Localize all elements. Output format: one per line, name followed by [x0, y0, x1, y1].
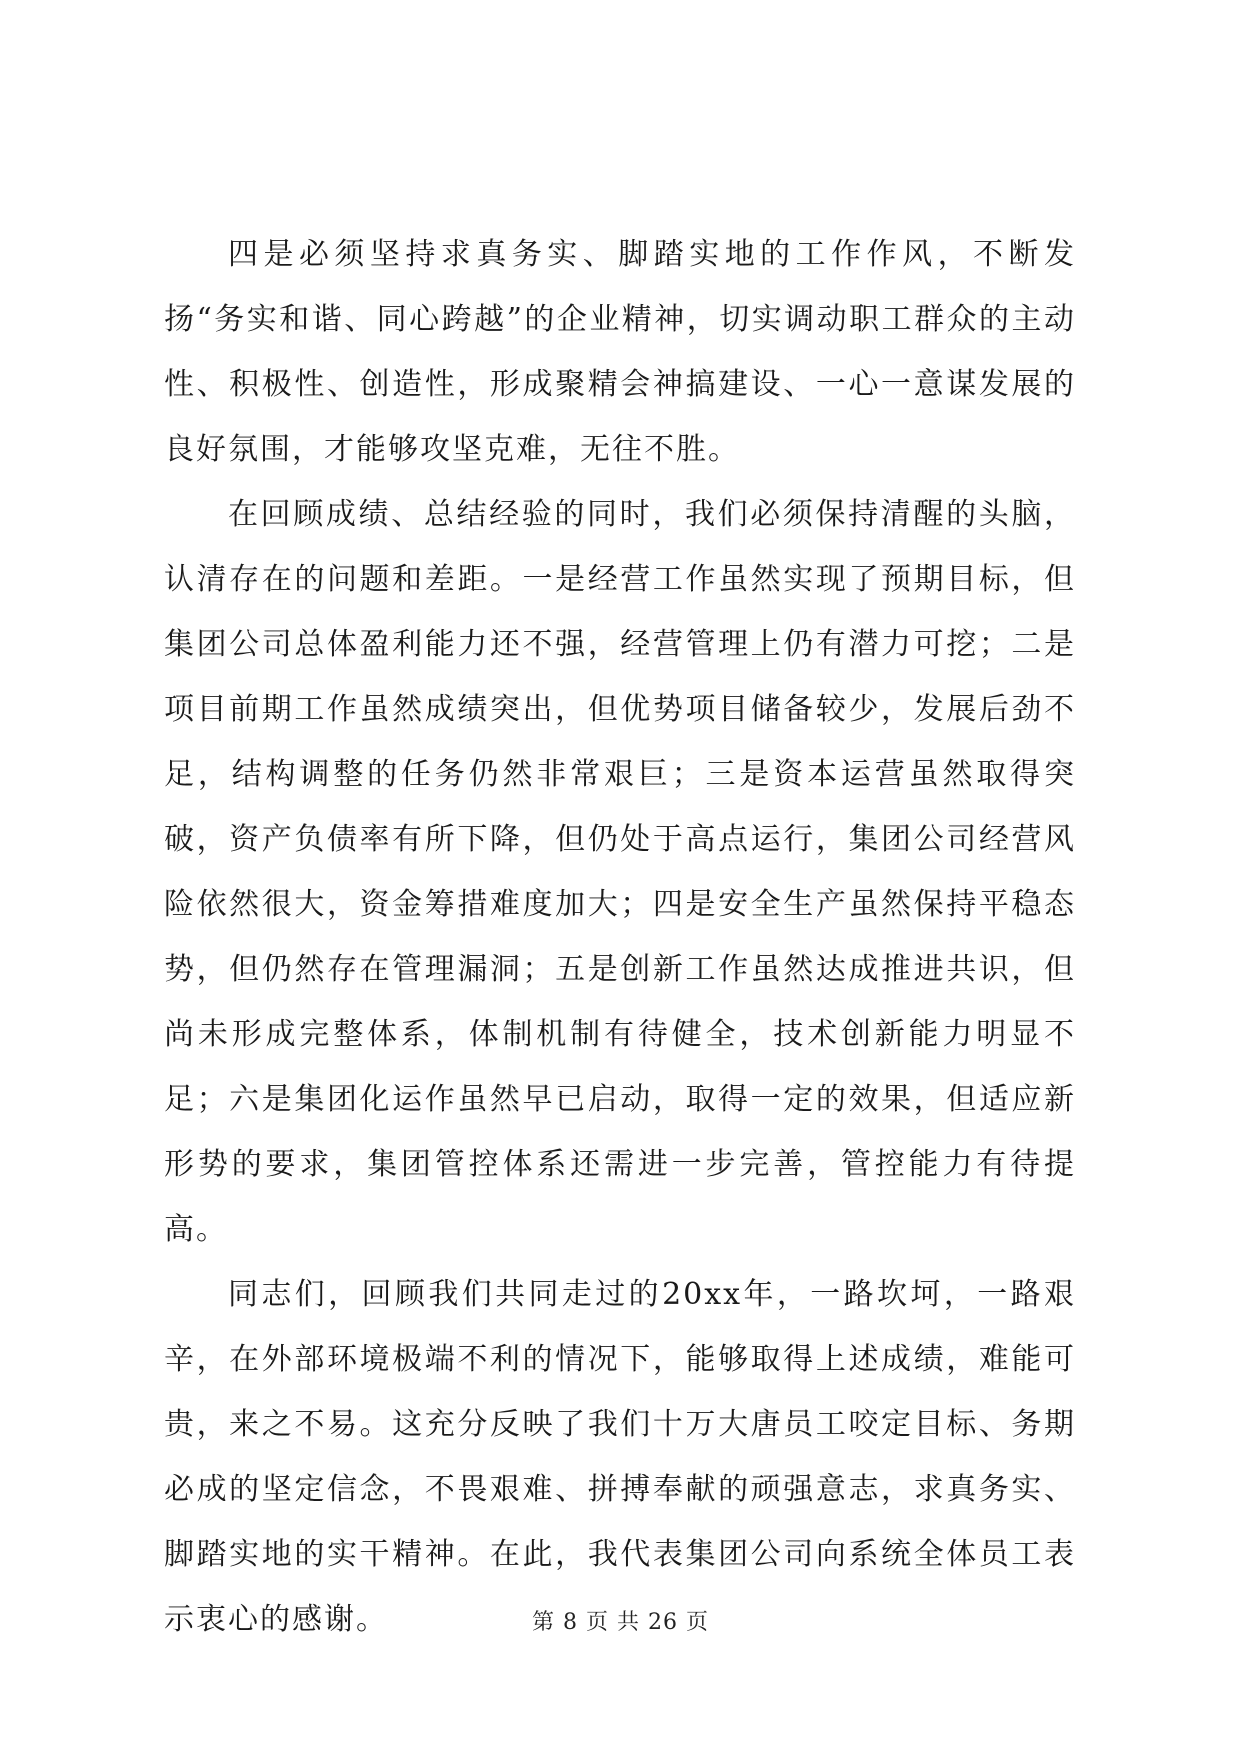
- paragraph-1: 四是必须坚持求真务实、脚踏实地的工作作风，不断发扬“务实和谐、同心跨越”的企业精神，切实调动职工群众的主动性、积极性、创造性，形成聚精会神搞建设、一心一意谋发展的良好氛围，才能够攻坚克难，无往不胜。: [164, 237, 1076, 467]
- page-footer: 第 8 页 共 26 页: [532, 1610, 709, 1635]
- body-text: [164, 222, 1076, 1652]
- paragraph-2: 在回顾成绩、总结经验的同时，我们必须保持清醒的头脑，认清存在的问题和差距。一是经营工作虽然实现了预期目标，但集团公司总体盈利能力还不强，经营管理上仍有潜力可挖；二是项目前期工作虽然成绩突出，但优势项目储备较少，发展后劲不足，结构调整的任务仍然非常艰巨；三是资本运营虽然取得突破，资产负债率有所下降，但仍处于高点运行，集团公司经营风险依然很大，资金筹措难度加大；四是安全生产虽然保持平稳态势，但仍然存在管理漏洞；五是创新工作虽然达成推进共识，但尚未形成完整体系，体制机制有待健全，技术创新能力明显不足；六是集团化运作虽然早已启动，取得一定的效果，但适应新形势的要求，集团管控体系还需进一步完善，管控能力有待提高。: [164, 497, 1076, 1247]
- paragraph-3: 同志们，回顾我们共同走过的20xx年，一路坎坷，一路艰辛，在外部环境极端不利的情况下，能够取得上述成绩，难能可贵，来之不易。这充分反映了我们十万大唐员工咬定目标、务期必成的坚定信念，不畏艰难、拼搏奉献的顽强意志，求真务实、脚踏实地的实干精神。在此，我代表集团公司向系统全体员工表示衷心的感谢。: [164, 1277, 1076, 1637]
